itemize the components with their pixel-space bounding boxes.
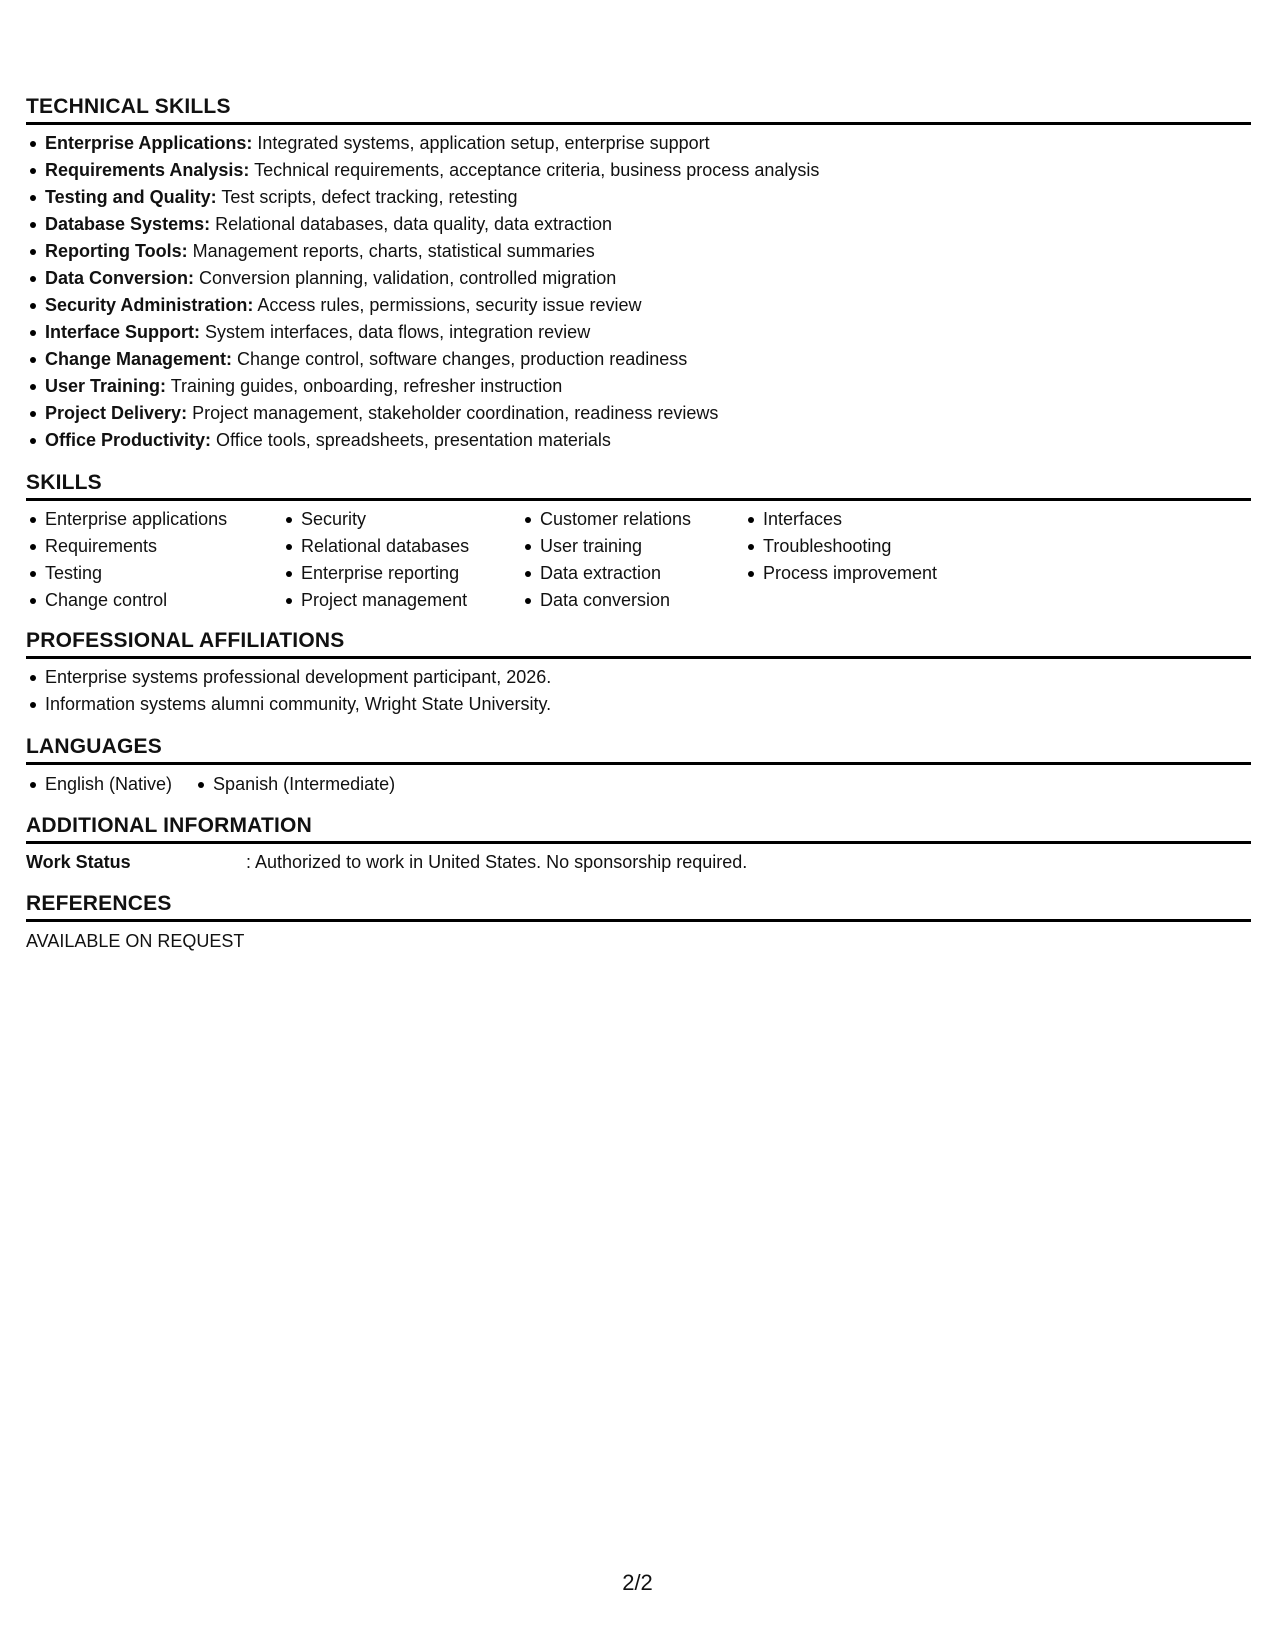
skills-column <box>521 506 744 614</box>
work-status-label: Work Status <box>26 852 131 872</box>
list-item <box>45 265 1251 292</box>
additional-information-section <box>26 813 1251 891</box>
references-text: AVAILABLE ON REQUEST <box>26 931 245 951</box>
list-item <box>45 130 1251 157</box>
list-item: Process improvement <box>763 560 993 587</box>
languages-list <box>26 771 1251 798</box>
skill-category-text: Relational databases, data quality, data extraction <box>210 214 613 234</box>
list-item: Data conversion <box>540 587 744 614</box>
languages-heading: LANGUAGES <box>26 734 1251 765</box>
list-item: Testing <box>45 560 282 587</box>
skill-category-text: Access rules, permissions, security issue review <box>253 295 642 315</box>
list-item: English (Native) <box>45 771 172 798</box>
skills-grid <box>26 506 1251 614</box>
skill-category-label: Requirements Analysis: <box>45 160 250 180</box>
list-item: Relational databases <box>301 533 521 560</box>
list-item <box>45 400 1251 427</box>
affiliations-section <box>26 628 1251 734</box>
skill-category-label: User Training: <box>45 376 167 396</box>
list-item: Enterprise applications <box>45 506 282 533</box>
skill-category-text: Training guides, onboarding, refresher instruction <box>166 376 563 396</box>
skill-category-text: Project management, stakeholder coordination, readiness reviews <box>187 403 719 423</box>
skills-section <box>26 470 1251 628</box>
list-item: Enterprise systems professional development participant, 2026. <box>45 664 1251 691</box>
skill-category-label: Project Delivery: <box>45 403 188 423</box>
skills-column <box>26 506 282 614</box>
list-item <box>45 184 1251 211</box>
skill-category-text: Change control, software changes, production readiness <box>232 349 688 369</box>
skills-column <box>744 506 993 614</box>
skill-category-label: Office Productivity: <box>45 430 212 450</box>
languages-section <box>26 734 1251 813</box>
references-section <box>26 891 1251 955</box>
skill-category-label: Database Systems: <box>45 214 211 234</box>
skill-category-label: Security Administration: <box>45 295 254 315</box>
skill-category-text: Test scripts, defect tracking, retesting <box>216 187 518 207</box>
skill-category-label: Change Management: <box>45 349 233 369</box>
affiliations-list <box>26 664 1251 718</box>
list-item: Enterprise reporting <box>301 560 521 587</box>
resume-page <box>26 94 1251 955</box>
skill-category-label: Enterprise Applications: <box>45 133 253 153</box>
list-item <box>45 157 1251 184</box>
list-item: Requirements <box>45 533 282 560</box>
list-item: Troubleshooting <box>763 533 993 560</box>
skill-category-text: Management reports, charts, statistical summaries <box>187 241 595 261</box>
technical-skills-section <box>26 94 1251 454</box>
skills-heading: SKILLS <box>26 470 1251 501</box>
list-item: Customer relations <box>540 506 744 533</box>
skill-category-text: Integrated systems, application setup, enterprise support <box>252 133 710 153</box>
list-item <box>45 211 1251 238</box>
skill-category-text: Conversion planning, validation, controlled migration <box>194 268 617 288</box>
list-item <box>45 346 1251 373</box>
list-item: User training <box>540 533 744 560</box>
technical-skills-list <box>26 130 1251 454</box>
technical-skills-heading: TECHNICAL SKILLS <box>26 94 1251 125</box>
skill-category-label: Data Conversion: <box>45 268 195 288</box>
list-item: Information systems alumni community, Wright State University. <box>45 691 1251 718</box>
work-status-row <box>26 849 1251 876</box>
skill-category-text: Office tools, spreadsheets, presentation materials <box>211 430 611 450</box>
list-item <box>45 238 1251 265</box>
list-item <box>45 373 1251 400</box>
list-item <box>45 427 1251 454</box>
additional-information-heading: ADDITIONAL INFORMATION <box>26 813 1251 844</box>
language-item-wrap <box>172 771 395 798</box>
affiliations-heading: PROFESSIONAL AFFILIATIONS <box>26 628 1251 659</box>
list-item: Security <box>301 506 521 533</box>
list-item: Interfaces <box>763 506 993 533</box>
list-item: Data extraction <box>540 560 744 587</box>
list-item <box>45 292 1251 319</box>
skill-category-label: Testing and Quality: <box>45 187 217 207</box>
list-item: Change control <box>45 587 282 614</box>
skill-category-text: Technical requirements, acceptance criteria, business process analysis <box>249 160 820 180</box>
skill-category-label: Reporting Tools: <box>45 241 188 261</box>
list-item: Spanish (Intermediate) <box>213 771 395 798</box>
references-heading: REFERENCES <box>26 891 1251 922</box>
skill-category-text: System interfaces, data flows, integration review <box>200 322 591 342</box>
language-item-wrap <box>26 771 172 798</box>
list-item <box>45 319 1251 346</box>
page-number: 2/2 <box>622 1570 653 1595</box>
skills-column <box>282 506 521 614</box>
work-status-value: : Authorized to work in United States. No sponsorship required. <box>246 852 748 872</box>
skill-category-label: Interface Support: <box>45 322 201 342</box>
list-item: Project management <box>301 587 521 614</box>
